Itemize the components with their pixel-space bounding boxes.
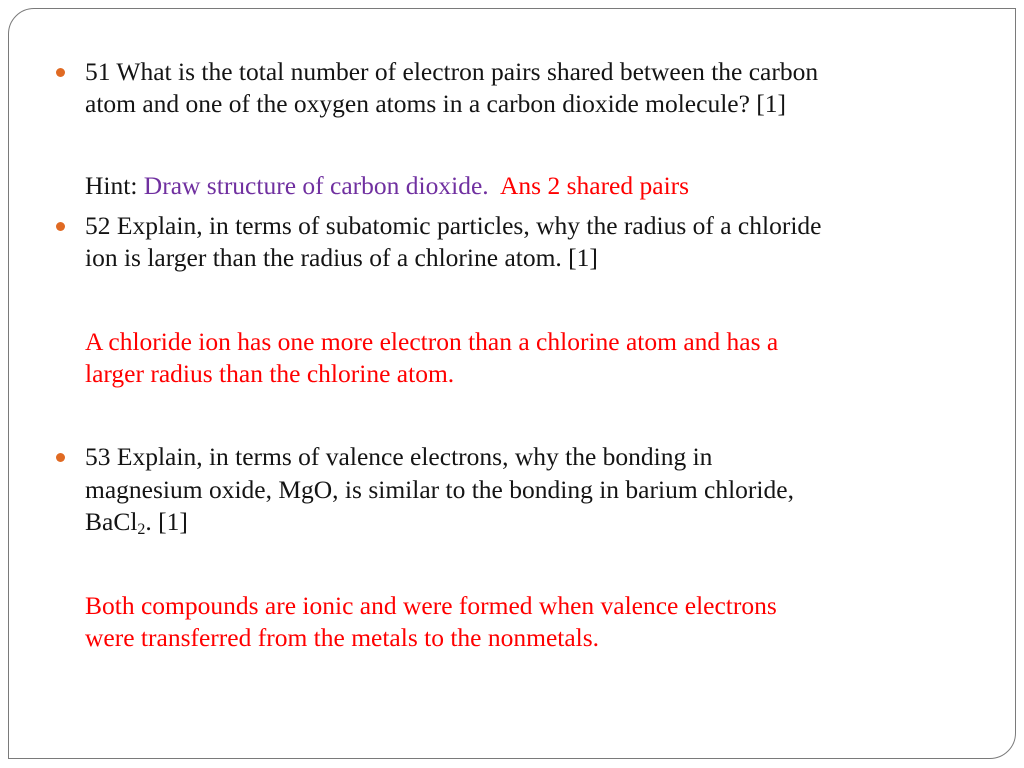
q52-answer-line2: larger radius than the chlorine atom. (85, 359, 455, 388)
q53-mark: . [1] (145, 507, 188, 536)
q51-answer: Ans 2 shared pairs (499, 171, 690, 200)
formula-bacl: BaCl (85, 507, 138, 536)
hint-text: Draw structure of carbon dioxide. (143, 171, 489, 200)
q52-line2: ion is larger than the radius of a chlorine atom. [1] (85, 243, 598, 272)
bullet-icon (56, 453, 65, 462)
hint-label: Hint: (85, 171, 144, 200)
bullet-icon (56, 68, 65, 77)
q52-line1: 52 Explain, in terms of subatomic particles, why the radius of a chloride (85, 211, 822, 240)
bullet-icon (56, 222, 65, 231)
formula-subscript: 2 (137, 521, 146, 538)
q53-answer-line2: were transferred from the metals to the nonmetals. (85, 623, 600, 652)
q51-hint (85, 170, 689, 202)
q53-line3 (85, 506, 188, 538)
q53-line2: magnesium oxide, MgO, is similar to the bonding in barium chloride, (85, 475, 794, 504)
q53-line1: 53 Explain, in terms of valence electrons, why the bonding in (85, 442, 713, 471)
q52-answer-line1: A chloride ion has one more electron than a chlorine atom and has a (85, 327, 779, 356)
q51-line2: atom and one of the oxygen atoms in a carbon dioxide molecule? [1] (85, 89, 787, 118)
q51-line1: 51 What is the total number of electron pairs shared between the carbon (85, 57, 819, 86)
q53-answer-line1: Both compounds are ionic and were formed when valence electrons (85, 591, 777, 620)
